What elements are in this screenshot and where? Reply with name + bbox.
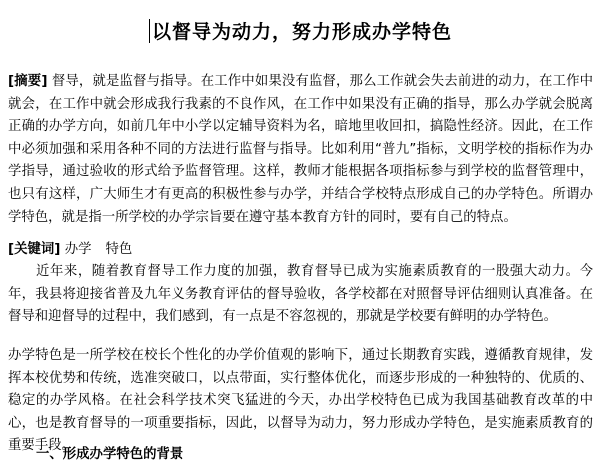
abstract-paragraph[interactable] (8, 71, 593, 229)
intro-paragraph[interactable]: 近年来，随着教育督导工作力度的加强，教育督导已成为实施素质教育的一股强大动力。今年，我县将迎接省普及九年义务教育评估的督导验收，各学校都在对照督导评估细则认真准备。在督导和迎督导的过程中，我们感到，有一点是不容忽视的，那就是学校要有鲜明的办学特色。 (8, 264, 593, 325)
keyword-item: 特色 (105, 242, 133, 257)
keyword-item: 办学 (64, 242, 92, 257)
text-cursor (149, 19, 150, 43)
keywords-paragraph[interactable] (8, 239, 593, 262)
section-heading[interactable]: 一、形成办学特色的背景 (36, 447, 184, 462)
abstract-text: 督导，就是监督与指导。在工作中如果没有监督，那么工作就会失去前进的动力，在工作中就会，在工作中就会形成我行我素的不良作风，在工作中如果没有正确的指导，那么办学就会脱离正确的办学方向，如前几年中小学以定辅导资料为名，暗地里收回扣，搞隐性经济。因此，在工作中必须加强和采用各种不同的方法进行监督与指导。比如利用“普九”指标，文明学校的指标作为办学指导，通过验收的形式给予监督管理。这样，教师才能根据各项指标参与到学校的监督管理中，也只有这样，广大师生才有更高的积极性参与办学，并结合学校特点形成自己的办学特色。所谓办学特色，就是指一所学校的办学宗旨要在遵守基本教育方针的同时，要有自己的特点。 (8, 74, 593, 225)
abstract-label: [摘要] (8, 74, 48, 89)
title-row (0, 16, 601, 48)
document-title[interactable]: 以督导为动力，努力形成办学特色 (151, 21, 452, 43)
keywords-label: [关键词] (8, 242, 61, 257)
body-paragraph[interactable]: 办学特色是一所学校在校长个性化的办学价值观的影响下，通过长期教育实践，遵循教育规律，发挥本校优势和传统，选准突破口，以点带面，实行整体优化，而逐步形成的一种独特的、优质的、稳定的办学风格。在社会科学技术突飞猛进的今天，办出学校特色已成为我国基础教育改革的中心，也是教育督导的一项重要指标，因此，以督导为动力，努力形成办学特色，是实施素质教育的重要手段。 (8, 348, 593, 454)
